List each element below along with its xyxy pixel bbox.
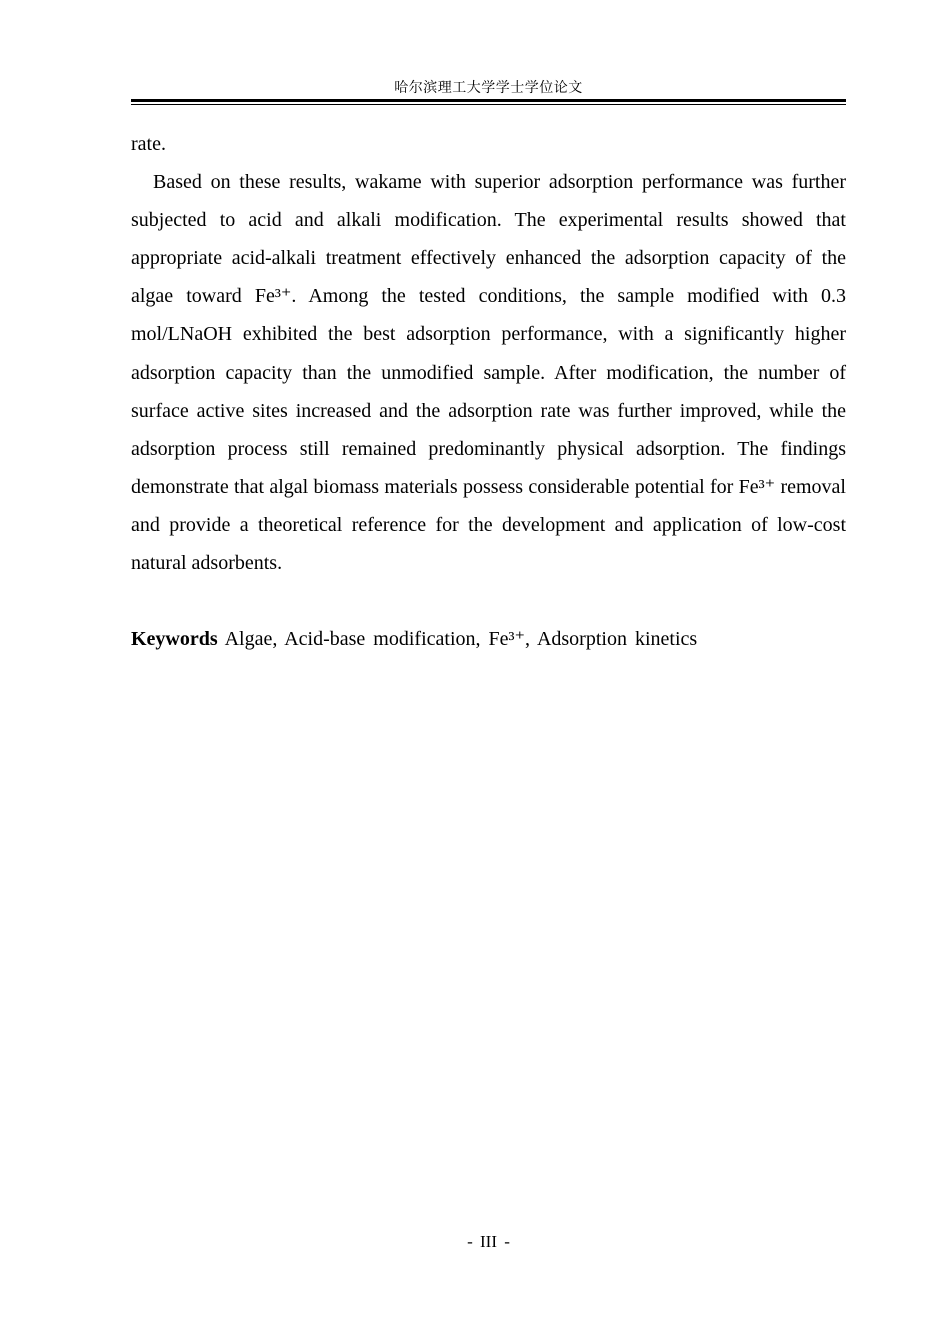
keywords-text: Algae, Acid-base modification, Fe³⁺, Adsorption kinetics xyxy=(224,628,698,651)
header-rule-thick xyxy=(131,99,846,102)
keywords-label: Keywords xyxy=(131,628,218,651)
page-number: - III - xyxy=(467,1232,510,1251)
header-rule-thin xyxy=(131,104,846,105)
keywords-line xyxy=(131,620,846,658)
running-header: 哈尔滨理工大学学士学位论文 xyxy=(394,80,583,96)
abstract-paragraph: Based on these results, wakame with superior adsorption performance was further subjected to acid and alkali modification. The experimental results showed that appropriate acid-alkali treatment effectively enhanced the adsorption capacity of the algae toward Fe³⁺. Among the tested conditions, the sample modified with 0.3 mol/LNaOH exhibited the best adsorption performance, with a significantly higher adsorption capacity than the unmodified sample. After modification, the number of surface active sites increased and the adsorption rate was further improved, while the adsorption process still remained predominantly physical adsorption. The findings demonstrate that algal biomass materials possess considerable potential for Fe³⁺ removal and provide a theoretical reference for the development and application of low-cost natural adsorbents. xyxy=(131,171,846,575)
abstract-body xyxy=(131,125,846,658)
leading-text: rate. xyxy=(131,133,166,155)
